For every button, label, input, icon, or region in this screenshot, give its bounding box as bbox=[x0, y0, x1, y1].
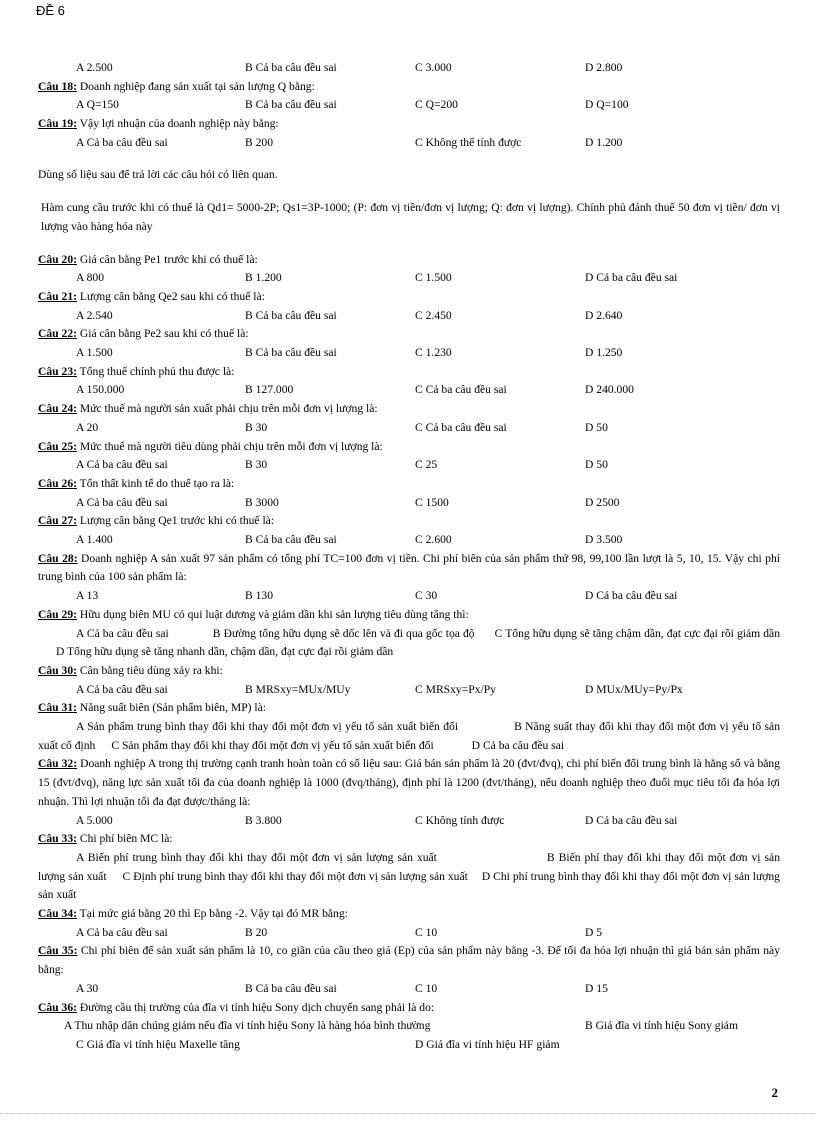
question-text: Lượng cân bằng Qe2 sau khi có thuế là: bbox=[76, 289, 265, 303]
option-c: C 10 bbox=[415, 925, 438, 939]
question-number: Câu 27: bbox=[38, 514, 77, 528]
option-d: D Cả ba câu đều sai bbox=[585, 813, 678, 827]
question-26 bbox=[38, 475, 780, 494]
option-a: A Cả ba câu đều sai bbox=[76, 135, 168, 149]
options-row bbox=[38, 1036, 780, 1055]
question-text: Cân bằng tiêu dùng xảy ra khi: bbox=[76, 663, 223, 677]
option-a: A Thu nhập dân chúng giảm nếu đĩa vi tính hiệu Sony là hàng hóa bình thường bbox=[64, 1019, 431, 1033]
data-intro: Dùng số liệu sau để trả lời các câu hỏi có liên quan. bbox=[38, 168, 278, 182]
question-number: Câu 25: bbox=[38, 439, 77, 453]
option-d: D Tổng hữu dụng sẽ tăng nhanh dần, chậm dần, đạt cực đại rồi giảm dần bbox=[56, 645, 394, 659]
option-b: B Năng suất thay đổi khi thay đổi một đơn vị yếu tố sản xuất cố định bbox=[38, 720, 780, 752]
options-row bbox=[38, 134, 780, 153]
option-c: C Không thể tính được bbox=[415, 135, 522, 149]
options-row bbox=[38, 381, 780, 400]
option-b: B Cả ba câu đều sai bbox=[245, 61, 337, 74]
question-text: Tổn thất kinh tế do thuế tạo ra là: bbox=[76, 476, 235, 490]
option-b: B Cả ba câu đều sai bbox=[245, 981, 337, 995]
option-c: C 1.500 bbox=[415, 271, 452, 285]
option-c: C 2.450 bbox=[415, 308, 452, 322]
question-text: Mức thuế mà người tiêu dùng phải chịu trên mỗi đơn vị lượng là: bbox=[76, 439, 383, 453]
option-d: D 2500 bbox=[585, 495, 620, 509]
option-b: B 1.200 bbox=[245, 271, 282, 285]
data-paragraph: Hàm cung cầu trước khi có thuế là Qd1= 5000-2P; Qs1=3P-1000; (P: đơn vị tiền/đơn vị lượng; Q: đơn vị lượng). Chính phủ đánh thuế 50 đơn vị tiền/ đơn vị lượng vào hàng hóa này bbox=[41, 201, 780, 233]
options-row bbox=[38, 924, 780, 943]
question-text: Chi phí biên MC là: bbox=[76, 832, 173, 846]
option-b: B MRSxy=MUx/MUy bbox=[245, 682, 351, 696]
question-20 bbox=[38, 251, 780, 270]
page-divider bbox=[0, 1113, 816, 1114]
option-c: C Không tính được bbox=[415, 813, 505, 827]
option-d: D 3.500 bbox=[585, 533, 623, 547]
question-19 bbox=[38, 115, 780, 134]
option-c: C 1500 bbox=[415, 495, 449, 509]
option-a: A Cả ba câu đều sai bbox=[76, 925, 168, 939]
option-d: D Cả ba câu đều sai bbox=[585, 271, 678, 285]
options-row bbox=[38, 1017, 780, 1036]
option-c: C 1.230 bbox=[415, 346, 452, 360]
question-18 bbox=[38, 78, 780, 97]
option-a: A Biến phí trung bình thay đổi khi thay đổi một đơn vị sản lượng sản xuất bbox=[76, 850, 437, 864]
question-text: Lượng cân bằng Qe1 trước khi có thuế là: bbox=[76, 514, 275, 528]
question-number: Câu 34: bbox=[38, 907, 77, 921]
options-row bbox=[38, 980, 780, 999]
question-number: Câu 32: bbox=[38, 757, 78, 771]
page-number: 2 bbox=[771, 1085, 778, 1100]
option-a: A 30 bbox=[76, 981, 99, 995]
question-text: Đường cầu thị trường của đĩa vi tính hiệu Sony dịch chuyển sang phải là do: bbox=[76, 1000, 435, 1014]
question-29 bbox=[38, 606, 780, 625]
question-text: Năng suất biên (Sản phẩm biên, MP) là: bbox=[76, 701, 266, 715]
question-number: Câu 18: bbox=[38, 79, 77, 93]
question-25 bbox=[38, 438, 780, 457]
option-d: D 15 bbox=[585, 981, 608, 995]
question-text: Giá cân bằng Pe1 trước khi có thuế là: bbox=[76, 252, 258, 266]
question-number: Câu 23: bbox=[38, 364, 77, 378]
option-c: C 3.000 bbox=[415, 61, 452, 74]
question-number: Câu 31: bbox=[38, 701, 77, 715]
option-c: C 10 bbox=[415, 981, 438, 995]
question-number: Câu 35: bbox=[38, 944, 78, 958]
question-number: Câu 24: bbox=[38, 402, 77, 416]
question-text: Tại mức giá bằng 20 thì Ep bằng -2. Vậy tại đó MR bằng: bbox=[76, 907, 348, 921]
option-a: A Cả ba câu đều sai bbox=[76, 682, 168, 696]
option-b: B 130 bbox=[245, 589, 274, 603]
option-c: C Cả ba câu đều sai bbox=[415, 383, 507, 397]
option-d: D MUx/MUy=Py/Px bbox=[585, 682, 683, 696]
question-21 bbox=[38, 288, 780, 307]
options-row bbox=[38, 456, 780, 475]
question-number: Câu 20: bbox=[38, 252, 77, 266]
question-number: Câu 36: bbox=[38, 1000, 77, 1014]
option-c: C MRSxy=Px/Py bbox=[415, 682, 496, 696]
question-number: Câu 29: bbox=[38, 607, 77, 621]
option-a: A 5.000 bbox=[76, 813, 113, 827]
option-d: D 50 bbox=[585, 458, 608, 472]
option-b: B Cả ba câu đều sai bbox=[245, 98, 337, 112]
option-b: B Biến phí thay đổi khi thay đổi một đơn vị sản lượng sản xuất bbox=[38, 850, 780, 883]
option-a: A 1.400 bbox=[76, 533, 113, 547]
option-d: D Cả ba câu đều sai bbox=[471, 738, 565, 752]
option-c: C Định phí trung bình thay đổi khi thay đổi một đơn vị sản lượng sản xuất bbox=[122, 869, 468, 883]
question-text: Vậy lợi nhuận của doanh nghiệp này bằng: bbox=[76, 117, 279, 131]
option-c: C Tổng hữu dụng sẽ tăng chậm dần, đạt cực đại rồi giảm dần bbox=[494, 626, 780, 640]
exam-title: ĐỀ 6 bbox=[36, 3, 65, 18]
option-a: A 2.500 bbox=[76, 61, 113, 74]
option-b: B Giá đĩa vi tính hiệu Sony giảm bbox=[585, 1019, 738, 1033]
options-row bbox=[38, 59, 780, 78]
option-a: A Cả ba câu đều sai bbox=[76, 626, 169, 640]
options-row bbox=[38, 681, 780, 700]
question-number: Câu 26: bbox=[38, 476, 77, 490]
option-b: B 30 bbox=[245, 420, 268, 434]
option-c: C Cả ba câu đều sai bbox=[415, 420, 507, 434]
question-number: Câu 30: bbox=[38, 663, 77, 677]
options-flow bbox=[38, 849, 780, 905]
option-b: B 200 bbox=[245, 135, 274, 149]
question-27 bbox=[38, 512, 780, 531]
option-a: A Q=150 bbox=[76, 98, 119, 112]
question-33 bbox=[38, 830, 780, 849]
option-a: A 20 bbox=[76, 420, 99, 434]
options-row bbox=[38, 344, 780, 363]
question-30 bbox=[38, 662, 780, 681]
options-row bbox=[38, 419, 780, 438]
option-d: D Cả ba câu đều sai bbox=[585, 589, 678, 603]
question-number: Câu 21: bbox=[38, 289, 77, 303]
question-text: Giá cân bằng Pe2 sau khi có thuế là: bbox=[76, 327, 249, 341]
option-d: D 1.250 bbox=[585, 346, 623, 360]
question-36 bbox=[38, 999, 780, 1018]
option-c: C Giá đĩa vi tính hiệu Maxelle tăng bbox=[76, 1037, 240, 1051]
question-32 bbox=[38, 755, 780, 811]
question-text: Doanh nghiệp đang sản xuất tại sản lượng Q bằng: bbox=[76, 79, 315, 93]
question-24 bbox=[38, 400, 780, 419]
question-28 bbox=[38, 550, 780, 587]
option-a: A 13 bbox=[76, 589, 99, 603]
question-number: Câu 28: bbox=[38, 551, 78, 565]
options-row bbox=[38, 269, 780, 288]
option-b: B 127.000 bbox=[245, 383, 294, 397]
option-d: D 1.200 bbox=[585, 135, 623, 149]
option-a: A 800 bbox=[76, 271, 105, 285]
option-b: B Đường tổng hữu dụng sẽ dốc lên và đi qua gốc tọa độ bbox=[212, 626, 475, 640]
option-c: C 30 bbox=[415, 589, 438, 603]
option-b: B 20 bbox=[245, 925, 268, 939]
option-a: A Cả ba câu đều sai bbox=[76, 458, 168, 472]
option-b: B 30 bbox=[245, 458, 268, 472]
question-34 bbox=[38, 905, 780, 924]
question-text: Doanh nghiệp A trong thị trường cạnh tranh hoàn toàn có số liệu sau: Giá bán sản phẩm là 20 (đvt/đvq), chi phí biến đổi trung bình là hằng số và bằng 15 (đvt/đvq), năng lực sản xuất tối đa của doanh nghiệp là 1000 (đvq/tháng), định phí là 1200 (đvt/tháng), nếu doanh nghiệp theo đuổi mục tiêu tối đa hóa lợi nhuận. Thì lợi nhuận tối đa đạt được/tháng là: bbox=[38, 757, 780, 808]
option-a: A Cả ba câu đều sai bbox=[76, 495, 168, 509]
option-a: A 1.500 bbox=[76, 346, 113, 360]
options-row bbox=[38, 531, 780, 550]
option-c: C 25 bbox=[415, 458, 438, 472]
option-a: A 150.000 bbox=[76, 383, 125, 397]
option-b: B 3000 bbox=[245, 495, 279, 509]
question-text: Chi phí biên để sản xuất sản phẩm là 10, co giãn của cầu theo giá (Ep) của sản phẩm này bằng -3. Để tối đa hóa lợi nhuận thì giá bán sản phẩm này bằng: bbox=[38, 944, 780, 977]
question-23 bbox=[38, 363, 780, 382]
option-b: B 3.800 bbox=[245, 813, 282, 827]
option-d: D Chi phí trung bình thay đổi khi thay đổi một đơn vị sản lượng sản xuất bbox=[38, 869, 780, 902]
question-35 bbox=[38, 942, 780, 979]
options-row bbox=[38, 307, 780, 326]
options-flow bbox=[38, 718, 780, 755]
question-number: Câu 33: bbox=[38, 832, 77, 846]
option-a: A 2.540 bbox=[76, 308, 113, 322]
option-d: D 240.000 bbox=[585, 383, 634, 397]
option-b: B Cả ba câu đều sai bbox=[245, 346, 337, 360]
option-b: B Cả ba câu đều sai bbox=[245, 308, 337, 322]
option-d: D 50 bbox=[585, 420, 608, 434]
option-d: D 2.800 bbox=[585, 61, 623, 74]
option-d: D 2.640 bbox=[585, 308, 623, 322]
options-flow bbox=[38, 625, 780, 662]
option-a: A Sản phẩm trung bình thay đổi khi thay đổi một đơn vị yếu tố sản xuất biến đổi bbox=[76, 720, 459, 733]
options-row bbox=[38, 812, 780, 831]
question-31 bbox=[38, 699, 780, 718]
question-list bbox=[38, 59, 780, 1055]
question-number: Câu 19: bbox=[38, 117, 77, 131]
option-c: C 2.600 bbox=[415, 533, 452, 547]
option-d: D 5 bbox=[585, 925, 603, 939]
options-row bbox=[38, 587, 780, 606]
option-d: D Q=100 bbox=[585, 98, 629, 112]
option-c: C Q=200 bbox=[415, 98, 458, 112]
question-text: Hữu dụng biên MU có qui luật dương và giảm dần khi sản lượng tiêu dùng tăng thì: bbox=[76, 607, 469, 621]
question-text: Tổng thuế chính phủ thu được là: bbox=[76, 364, 235, 378]
options-row bbox=[38, 96, 780, 115]
option-d: D Giá đĩa vi tính hiệu HF giảm bbox=[415, 1037, 560, 1051]
option-b: B Cả ba câu đều sai bbox=[245, 533, 337, 547]
question-number: Câu 22: bbox=[38, 327, 77, 341]
question-22 bbox=[38, 325, 780, 344]
option-c: C Sản phẩm thay đổi khi thay đổi một đơn vị yếu tố sản xuất biến đổi bbox=[111, 738, 434, 752]
options-row bbox=[38, 494, 780, 513]
question-text: Doanh nghiệp A sản xuất 97 sản phẩm có tổng phí TC=100 đơn vị tiền. Chi phí biên của sản phẩm thứ 98, 99,100 lần lượt là 5, 10, 15. Vậy chi phí trung bình của 100 sản phẩm là: bbox=[38, 551, 780, 584]
question-text: Mức thuế mà người sản xuất phải chịu trên mỗi đơn vị lượng là: bbox=[76, 402, 378, 416]
